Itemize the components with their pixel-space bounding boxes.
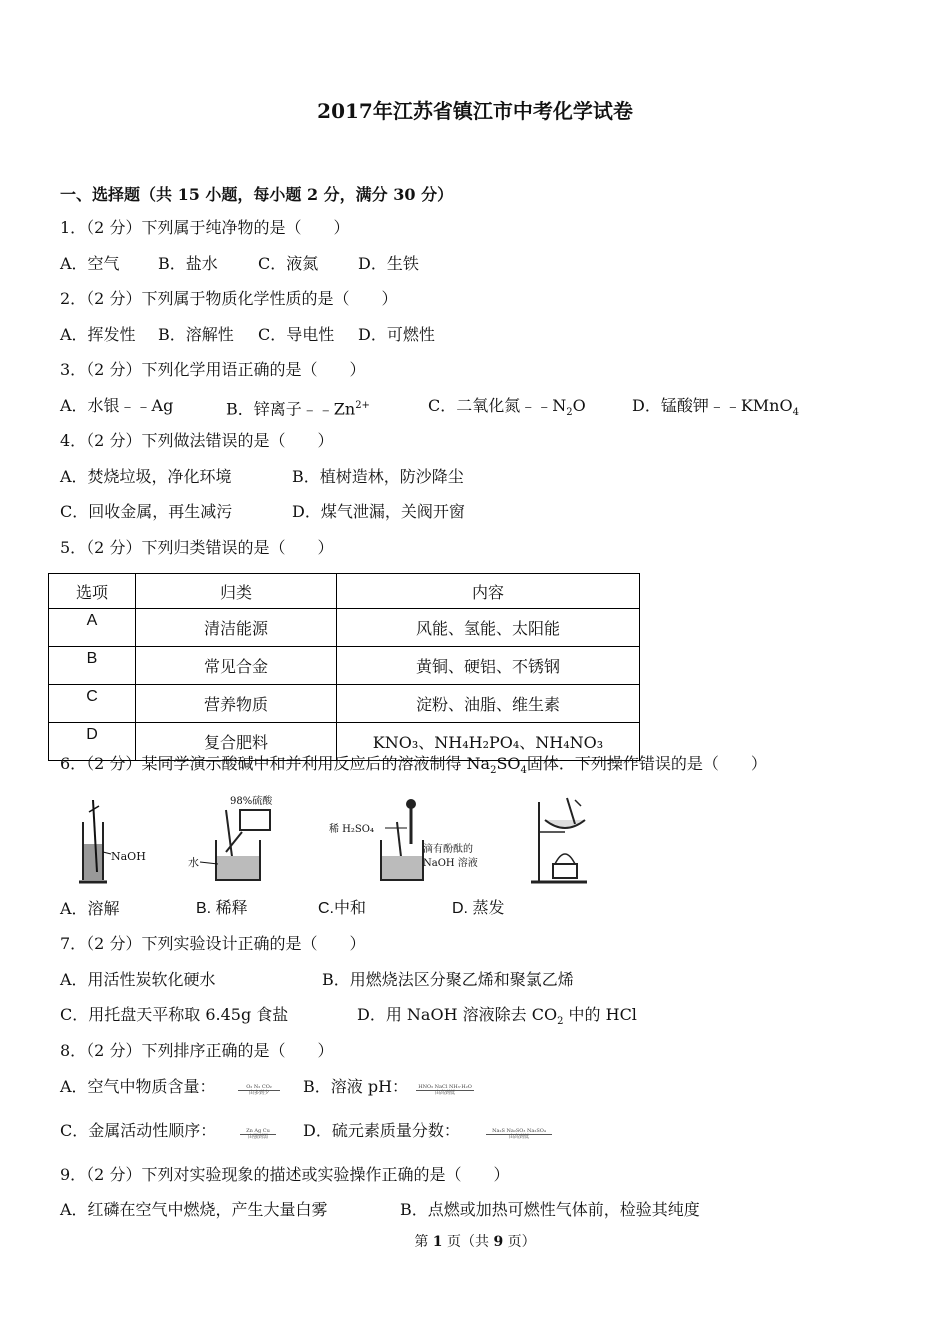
- table-cell: 风能、氢能、太阳能: [337, 609, 640, 647]
- q9-stem: 9．（2 分）下列对实验现象的描述或实验操作正确的是（ ）: [60, 1165, 510, 1184]
- q1-option-d: D．生铁: [358, 254, 419, 273]
- q3-stem: 3．（2 分）下列化学用语正确的是（ ）: [60, 360, 366, 379]
- dilute-acid-label: 稀 H₂SO₄: [329, 824, 374, 835]
- q1-option-a: A．空气: [60, 254, 120, 273]
- page-title: 2017年江苏省镇江市中考化学试卷: [317, 99, 633, 123]
- q9-option-a: A．红磷在空气中燃烧，产生大量白雾: [60, 1200, 328, 1219]
- q8-a-diagram: O₂ N₂ CO₂ 由多到少: [238, 1085, 280, 1096]
- q8-b-diagram: HNO₃ NaCl NH₃·H₂O 由高到低: [416, 1085, 474, 1096]
- q5-stem: 5．（2 分）下列归类错误的是（ ）: [60, 538, 334, 557]
- phenolphthalein-label: 滴有酚酞的: [423, 844, 473, 855]
- q2-option-c: C．导电性: [258, 325, 335, 344]
- naoh-label: NaOH: [111, 850, 146, 863]
- table-cell: D: [49, 723, 136, 761]
- acid-98-label: 98%硫酸: [230, 796, 273, 807]
- table-cell: A: [49, 609, 136, 647]
- q8-stem: 8．（2 分）下列排序正确的是（ ）: [60, 1041, 334, 1060]
- q3-option-b: B．锌离子$﹣﹣Zn^{2+}$: [226, 399, 370, 419]
- q7-option-d: D．用 NaOH 溶液除去 $CO_2$ 中的 HCl: [357, 1005, 637, 1028]
- q8-option-a: A．空气中物质含量：: [60, 1077, 216, 1096]
- table-cell: 营养物质: [136, 685, 337, 723]
- q9-option-b: B．点燃或加热可燃性气体前，检验其纯度: [400, 1200, 700, 1219]
- table-header-cell: 内容: [337, 574, 640, 609]
- evaporation-figure: [527, 792, 607, 888]
- q8-c-diagram: Zn Ag Cu 由强到弱: [240, 1129, 276, 1140]
- table-row: [49, 609, 640, 647]
- table-cell: C: [49, 685, 136, 723]
- table-header-row: [49, 574, 640, 609]
- q1-option-b: B．盐水: [158, 254, 218, 273]
- table-row: [49, 685, 640, 723]
- q8-d-diagram: Na₂S Na₂SO₃ Na₂SO₄ 由高到低: [486, 1129, 552, 1140]
- q3-option-d: D．锰酸钾﹣﹣KMnO$_4$: [632, 396, 799, 419]
- q1-option-c: C．液氮: [258, 254, 319, 273]
- q6-option-c: C.中和: [318, 900, 367, 917]
- q3-option-c: C．二氧化氮$﹣﹣N_2O$: [428, 396, 586, 419]
- table-header-cell: 选项: [49, 574, 136, 609]
- table-header-cell: 归类: [136, 574, 337, 609]
- section-heading: 一、选择题（共 15 小题，每小题 2 分，满分 30 分）: [60, 185, 454, 204]
- dissolving-figure: [75, 792, 155, 888]
- diluting-figure: [180, 792, 290, 888]
- q3-option-a: A．水银﹣﹣Ag: [60, 396, 174, 415]
- table-cell: 淀粉、油脂、维生素: [337, 685, 640, 723]
- q6-option-a: A．溶解: [60, 899, 120, 918]
- page-number: 1: [432, 1234, 443, 1250]
- page-total: 9: [493, 1234, 504, 1250]
- naoh-solution-label: NaOH 溶液: [423, 858, 478, 869]
- water-label: 水: [188, 856, 199, 869]
- q7-option-b: B．用燃烧法区分聚乙烯和聚氯乙烯: [322, 970, 574, 989]
- table-cell: 黄铜、硬铝、不锈钢: [337, 647, 640, 685]
- page-footer: 第 1 页（共 9 页）: [414, 1234, 536, 1250]
- q2-option-a: A．挥发性: [60, 325, 136, 344]
- q2-stem: 2．（2 分）下列属于物质化学性质的是（ ）: [60, 289, 398, 308]
- q8-option-d: D．硫元素质量分数：: [303, 1121, 460, 1140]
- q2-option-d: D．可燃性: [358, 325, 435, 344]
- q4-option-c: C．回收金属，再生减污: [60, 502, 233, 521]
- q4-option-b: B．植树造林，防沙降尘: [292, 467, 464, 486]
- table-cell: B: [49, 647, 136, 685]
- q8-option-c: C．金属活动性顺序：: [60, 1121, 217, 1140]
- q6-option-d: D. 蒸发: [452, 900, 505, 917]
- q7-option-c: C．用托盘天平称取 6.45g 食盐: [60, 1005, 289, 1024]
- q7-stem: 7．（2 分）下列实验设计正确的是（ ）: [60, 934, 366, 953]
- q6-stem: 6．（2 分）某同学演示酸碱中和并利用反应后的溶液制得 $Na_2SO_4$固体．下列操作错误的是（ ）: [60, 754, 767, 777]
- table-cell: 复合肥料: [136, 723, 337, 761]
- q4-option-d: D．煤气泄漏，关阀开窗: [292, 502, 465, 521]
- q2-option-b: B．溶解性: [158, 325, 234, 344]
- q6-option-b: B. 稀释: [196, 900, 248, 917]
- neutralization-figure: [325, 792, 495, 888]
- q8-option-b: B．溶液 pH：: [303, 1077, 409, 1096]
- q7-option-a: A．用活性炭软化硬水: [60, 970, 216, 989]
- table-cell: 清洁能源: [136, 609, 337, 647]
- q4-option-a: A．焚烧垃圾，净化环境: [60, 467, 232, 486]
- table-cell: 常见合金: [136, 647, 337, 685]
- q4-stem: 4．（2 分）下列做法错误的是（ ）: [60, 431, 334, 450]
- table-cell: KNO₃、NH₄H₂PO₄、NH₄NO₃: [337, 723, 640, 761]
- q1-stem: 1．（2 分）下列属于纯净物的是（ ）: [60, 218, 350, 237]
- q5-table: [48, 573, 640, 761]
- table-row: [49, 647, 640, 685]
